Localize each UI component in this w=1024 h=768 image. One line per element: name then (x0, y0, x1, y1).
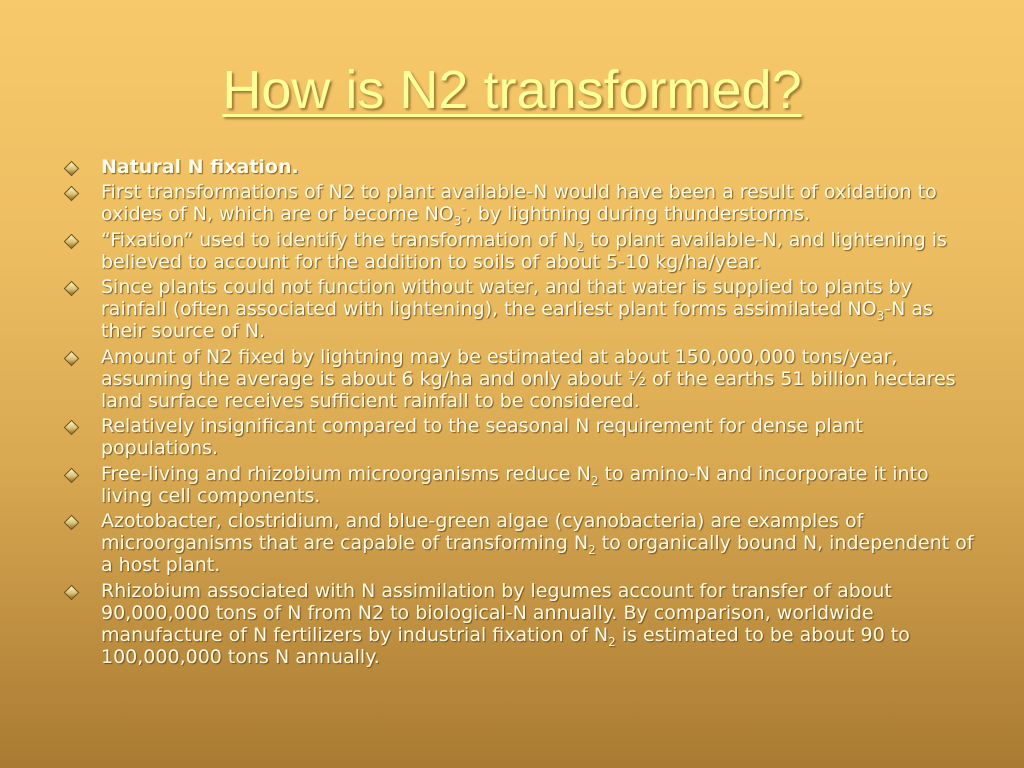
bullet-text: Rhizobium associated with N assimilation by legumes account for transfer of about 90,000,000 tons of N from N2 to biological-N annually. By comparison, worldwide manufacture of N fertilizers by industrial fixation of $N_2$ is estimated to be about 90 to 100,000,000 tons N annually. (101, 579, 910, 669)
bullet-item (64, 580, 974, 669)
bullet-text: “Fixation” used to identify the transformation of $N_2$ to plant available-N, and lightening is believed to account for the addition to soils of about 5-10 kg/ha/year. (101, 228, 947, 273)
bullet-text: Amount of N2 fixed by lightning may be estimated at about 150,000,000 tons/year, assuming the average is about 6 kg/ha and only about ½ of the earths 51 billion hectares land surface receives sufficient rainfall to be considered. (101, 345, 956, 413)
bullet-item (64, 181, 974, 229)
bullet-item (64, 510, 974, 577)
diamond-bullet-icon (64, 233, 80, 249)
bullet-text: Azotobacter, clostridium, and blue-green algae (cyanobacteria) are examples of microorganisms that are capable of transforming $N_2$ to organically bound N, independent of a host plant. (101, 510, 974, 577)
bullet-text: Free-living and rhizobium microorganisms reduce $N_2$ to amino-N and incorporate it into living cell components. (101, 462, 929, 507)
bullet-item (64, 156, 974, 178)
bullet-item (64, 276, 974, 343)
bullet-list (64, 156, 974, 671)
diamond-bullet-icon (64, 161, 80, 177)
diamond-bullet-icon (64, 186, 80, 202)
bullet-text: Relatively insignificant compared to the seasonal N requirement for dense plant populations. (101, 415, 863, 460)
bullet-item (64, 415, 974, 459)
diamond-bullet-icon (64, 584, 80, 600)
diamond-bullet-icon (64, 515, 80, 531)
diamond-bullet-icon (64, 281, 80, 297)
bullet-text: Since plants could not function without water, and that water is supplied to plants by rainfall (often associated with lightening), the earliest plant forms assimilated $NO_3-N$ as their source of N. (101, 276, 933, 343)
bullet-item (64, 463, 974, 507)
diamond-bullet-icon (64, 467, 80, 483)
diamond-bullet-icon (64, 420, 80, 436)
bullet-text: Natural N fixation. (101, 156, 299, 178)
diamond-bullet-icon (64, 350, 80, 366)
bullet-item (64, 229, 974, 273)
bullet-item (64, 346, 974, 413)
slide-title: How is N2 transformed? (222, 60, 802, 120)
bullet-text: First transformations of N2 to plant available-N would have been a result of oxidation to oxides of N, which are or become $NO_3^-$, by lightning during thunderstorms. (101, 181, 937, 229)
